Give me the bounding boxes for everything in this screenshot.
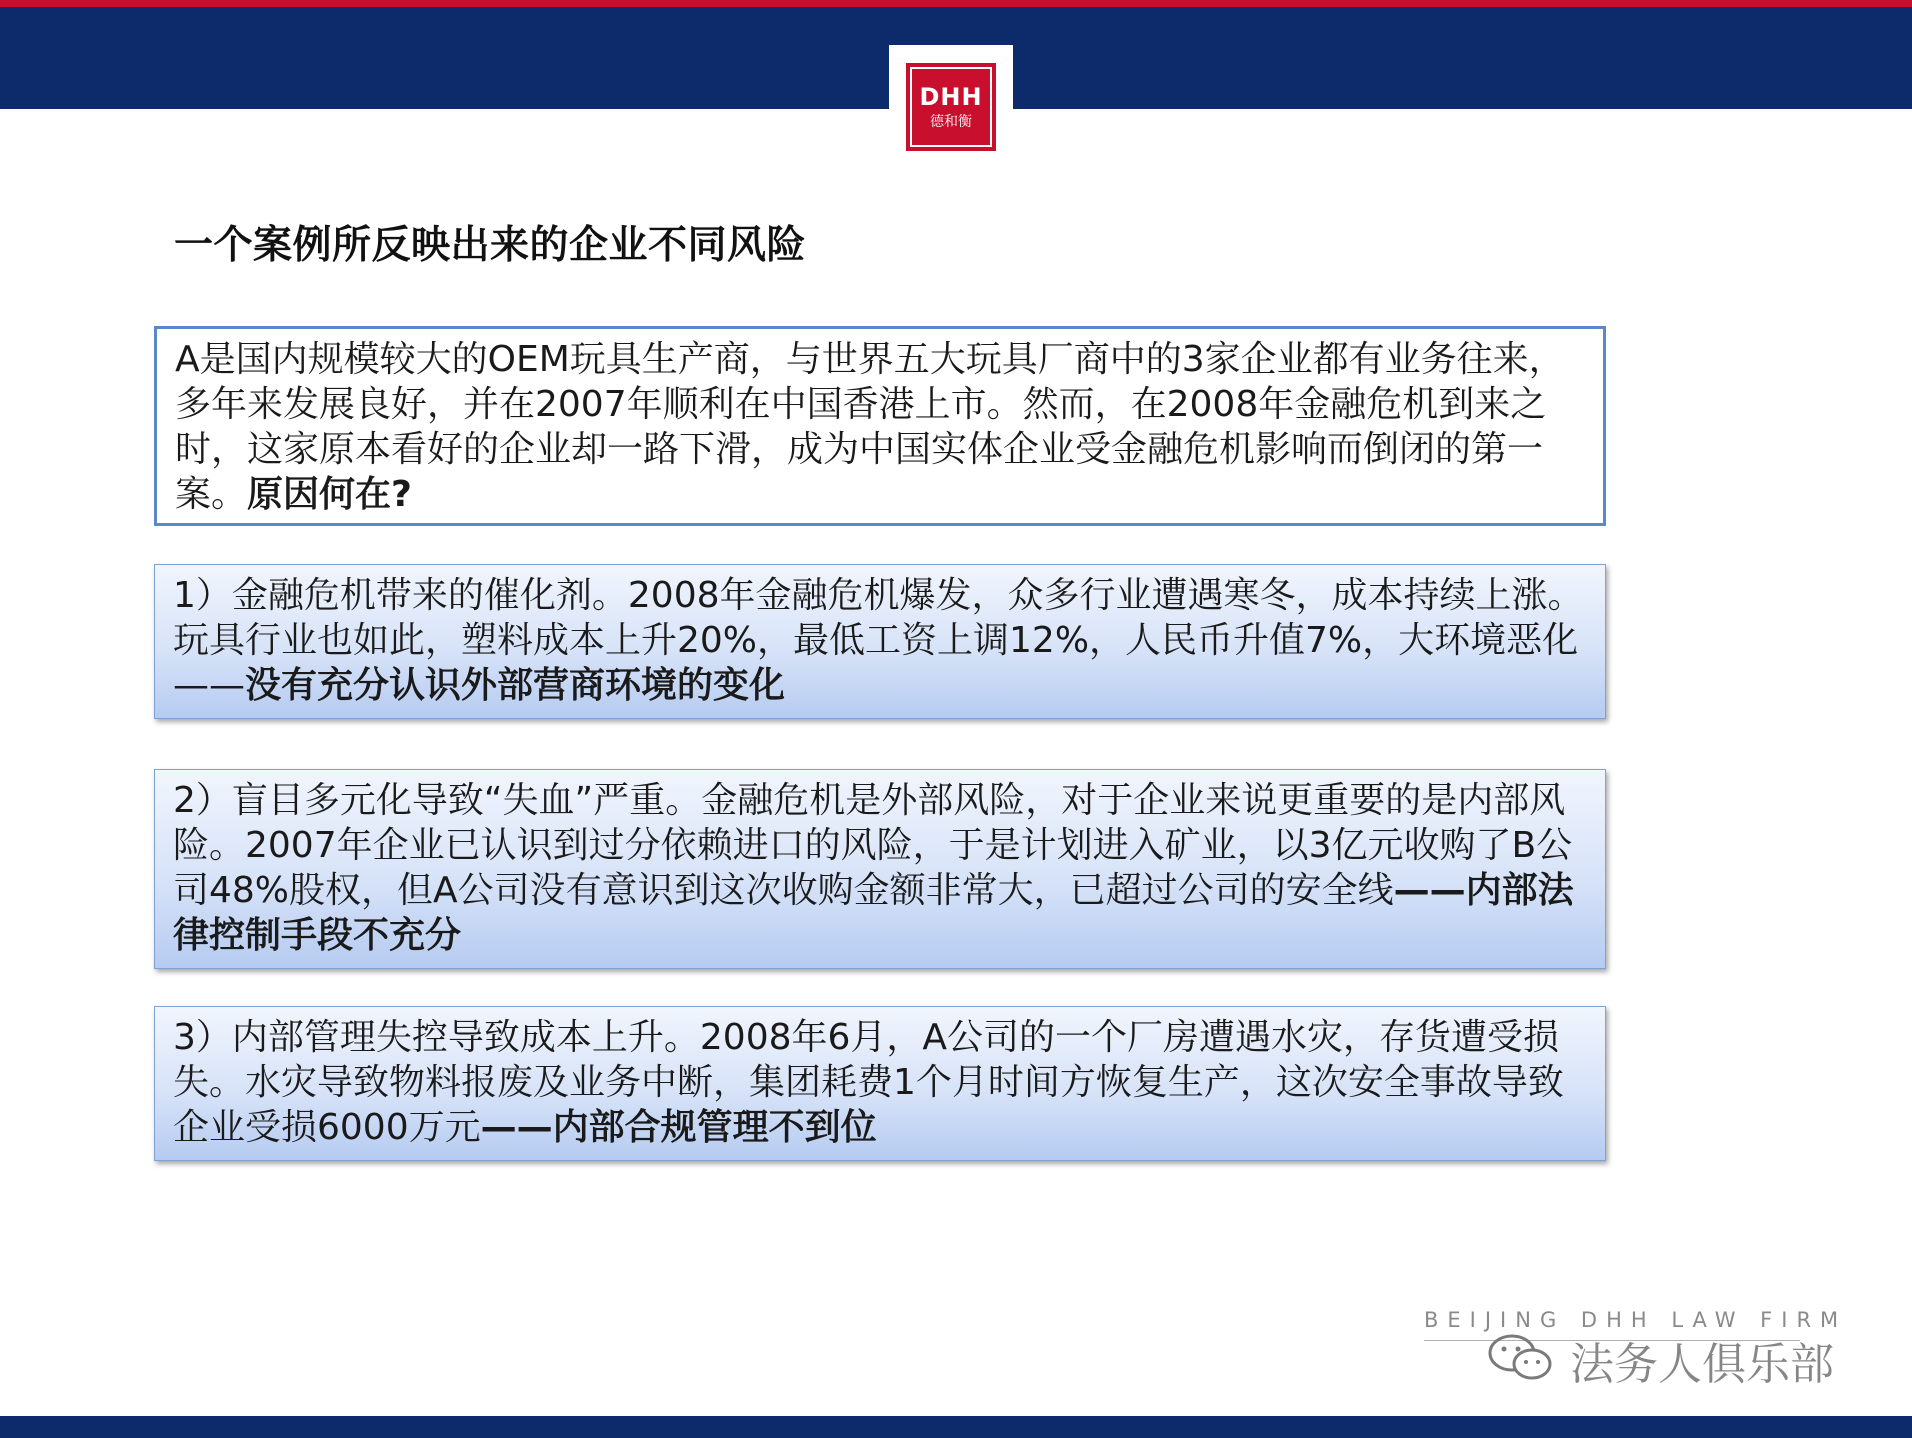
- risk-point-3-conclusion: ——内部合规管理不到位: [480, 1107, 877, 1148]
- risk-point-1: [154, 564, 1606, 719]
- footer-band: [0, 1416, 1912, 1438]
- footer-firm-name: BEIJING DHH LAW FIRM: [1424, 1308, 1848, 1332]
- case-intro-question: 原因何在?: [247, 474, 412, 515]
- risk-point-2: [154, 769, 1606, 969]
- risk-point-1-text: 1）金融危机带来的催化剂。2008年金融危机爆发，众多行业遭遇寒冬，成本持续上涨。玩具行业也如此，塑料成本上升20%，最低工资上调12%，人民币升值7%，大环境恶化——: [173, 575, 1584, 706]
- slide-title: 一个案例所反映出来的企业不同风险: [174, 223, 807, 268]
- risk-point-3-text: 3）内部管理失控导致成本上升。2008年6月，A公司的一个厂房遭遇水灾，存货遭受损失。水灾导致物料报废及业务中断，集团耗费1个月时间方恢复生产，这次安全事故导致企业受损6000万元: [173, 1017, 1564, 1148]
- watermark-text: 法务人俱乐部: [1570, 1339, 1834, 1390]
- case-intro-text: A是国内规模较大的OEM玩具生产商，与世界五大玩具厂商中的3家企业都有业务往来，多年来发展良好，并在2007年顺利在中国香港上市。然而，在2008年金融危机到来之时，这家原本看好的企业却一路下滑，成为中国实体企业受金融危机影响而倒闭的第一案。: [175, 339, 1565, 515]
- risk-point-3: [154, 1006, 1606, 1161]
- risk-point-2-text: 2）盲目多元化导致“失血”严重。金融危机是外部风险，对于企业来说更重要的是内部风险。2007年企业已认识到过分依赖进口的风险，于是计划进入矿业，以3亿元收购了B公司48%股权，但A公司没有意识到这次收购金额非常大，已超过公司的安全线: [173, 780, 1573, 911]
- wechat-icon: [1486, 1332, 1556, 1382]
- firm-logo: [906, 63, 996, 151]
- risk-point-2-conclusion: ——内部法律控制手段不充分: [173, 870, 1574, 956]
- top-accent-stripe: [0, 0, 1912, 7]
- logo-subtitle: 德和衡: [930, 114, 972, 130]
- logo-frame: [910, 67, 992, 147]
- logo-text: DHH: [919, 83, 983, 111]
- case-intro-box: [154, 326, 1606, 526]
- risk-point-1-conclusion: 没有充分认识外部营商环境的变化: [245, 665, 786, 706]
